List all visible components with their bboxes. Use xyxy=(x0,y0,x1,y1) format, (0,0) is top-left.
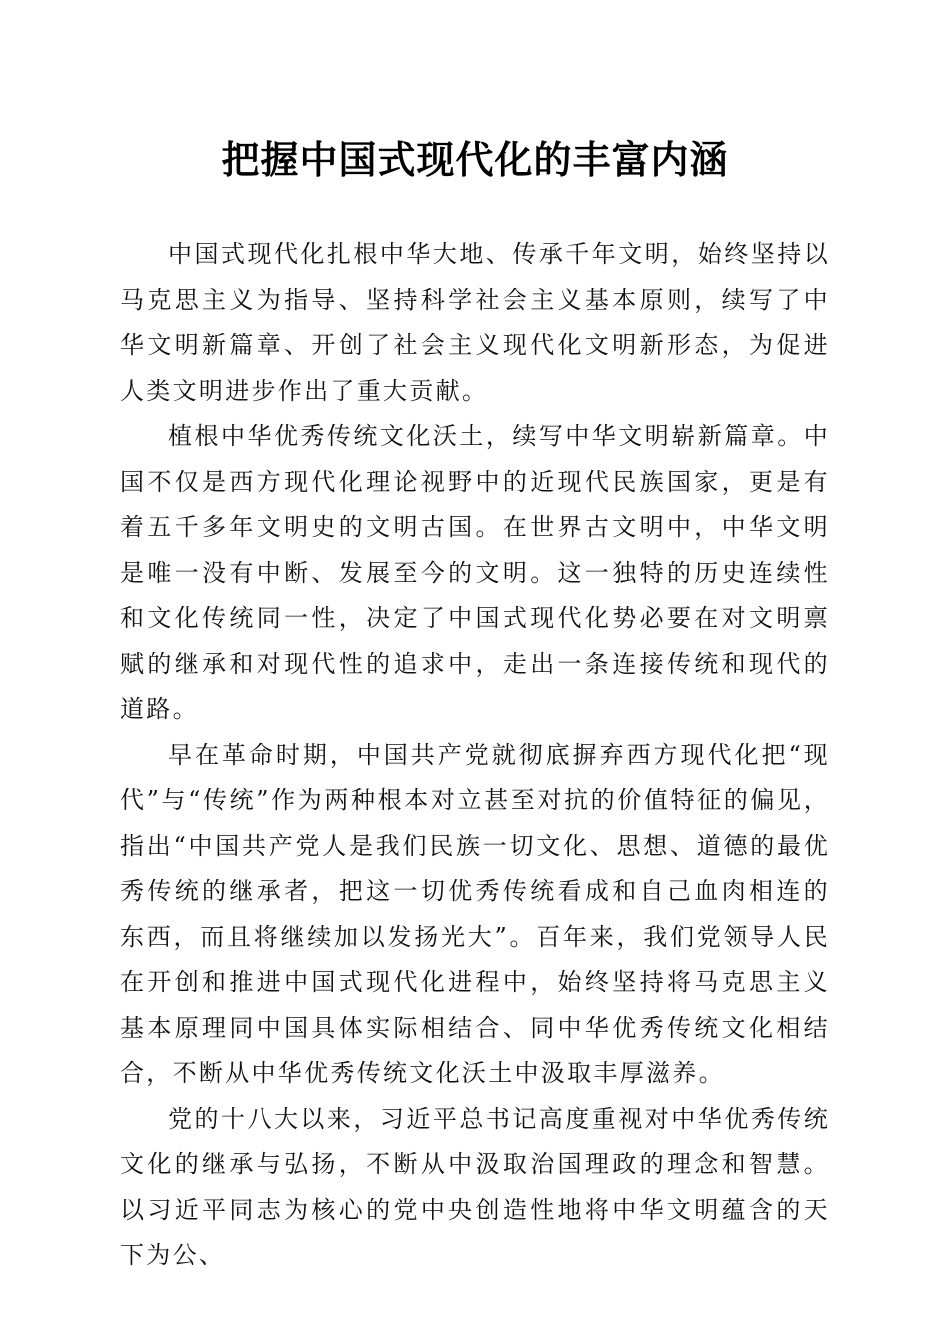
paragraph-3: 早在革命时期，中国共产党就彻底摒弃西方现代化把“现代”与“传统”作为两种根本对立甚至对抗的价值特征的偏见，指出“中国共产党人是我们民族一切文化、思想、道德的最优秀传统的继承者，把这一切优秀传统看成和自己血肉相连的东西，而且将继续加以发扬光大”。百年来，我们党领导人民在开创和推进中国式现代化进程中，始终坚持将马克思主义基本原理同中国具体实际相结合、同中华优秀传统文化相结合，不断从中华优秀传统文化沃土中汲取丰厚滋养。 xyxy=(120,740,830,1087)
document-body xyxy=(120,232,830,1279)
paragraph-1: 中国式现代化扎根中华大地、传承千年文明，始终坚持以马克思主义为指导、坚持科学社会主义基本原则，续写了中华文明新篇章、开创了社会主义现代化文明新形态，为促进人类文明进步作出了重大贡献。 xyxy=(120,240,830,405)
paragraph-2: 植根中华优秀传统文化沃土，续写中华文明崭新篇章。中国不仅是西方现代化理论视野中的近现代民族国家，更是有着五千多年文明史的文明古国。在世界古文明中，中华文明是唯一没有中断、发展至今的文明。这一独特的历史连续性和文化传统同一性，决定了中国式现代化势必要在对文明禀赋的继承和对现代性的追求中，走出一条连接传统和现代的道路。 xyxy=(120,422,830,723)
document-title: 把握中国式现代化的丰富内涵 xyxy=(221,137,729,182)
paragraph-4: 党的十八大以来，习近平总书记高度重视对中华优秀传统文化的继承与弘扬，不断从中汲取治国理政的理念和智慧。以习近平同志为核心的党中央创造性地将中华文明蕴含的天下为公、 xyxy=(120,1104,830,1269)
